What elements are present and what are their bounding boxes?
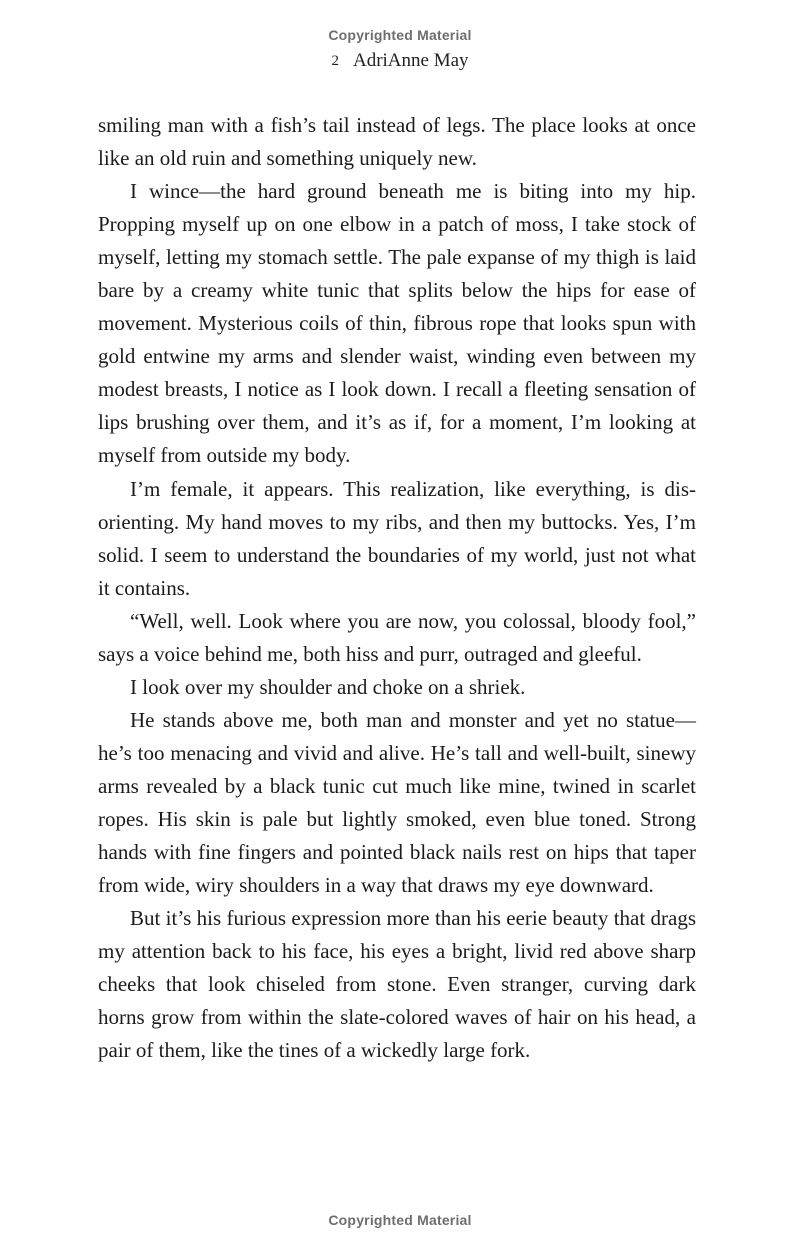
page-number: 2: [331, 53, 339, 69]
paragraph: smiling man with a fish’s tail instead of legs. The place looks at once like an old ruin and something uniquely new.: [98, 113, 696, 171]
paragraph: I wince—the hard ground beneath me is biting into my hip. Propping myself up on one elbow in a patch of moss, I take stock of myself, letting my stomach settle. The pale expanse of my thigh is laid bare by a creamy white tunic that splits below the hips for ease of movement. Mysterious coils of thin, fibrous rope that looks spun with gold entwine my arms and slender waist, winding even between my modest breasts, I notice as I look down. I recall a fleeting sensation of lips brushing over them, and it’s as if, for a moment, I’m looking at myself from outside my body.: [98, 179, 696, 468]
copyright-watermark-bottom: Copyrighted Material: [328, 1212, 472, 1228]
paragraph: I’m female, it appears. This realization, like everything, is disorienting. My hand moves to my ribs, and then my buttocks. Yes, I’m solid. I seem to understand the boundaries of my world, just not what it contains.: [98, 476, 696, 600]
paragraph: “Well, well. Look where you are now, you colossal, bloody fool,” says a voice behind me, both hiss and purr, outraged and gleeful.: [98, 608, 696, 666]
paragraph: But it’s his furious expression more than his eerie beauty that drags my attention back to his face, his eyes a bright, livid red above sharp cheeks that look chiseled from stone. Even stranger, curving dark horns grow from within the slate-colored waves of hair on his head, a pair of them, like the tines of a wickedly large fork.: [98, 906, 696, 1063]
paragraph: He stands above me, both man and monster and yet no statue—he’s too menacing and vivid and alive. He’s tall and well-built, sinewy arms revealed by a black tunic cut much like mine, twined in scarlet ropes. His skin is pale but lightly smoked, even blue toned. Strong hands with fine fingers and pointed black nails rest on hips that taper from wide, wiry shoulders in a way that draws my eye downward.: [98, 707, 696, 898]
paragraph: I look over my shoulder and choke on a shriek.: [130, 674, 526, 699]
running-header: [0, 50, 800, 72]
page-body-text: [98, 109, 696, 1067]
copyright-watermark-top: Copyrighted Material: [328, 27, 472, 43]
author-name: AdriAnne May: [352, 50, 469, 71]
